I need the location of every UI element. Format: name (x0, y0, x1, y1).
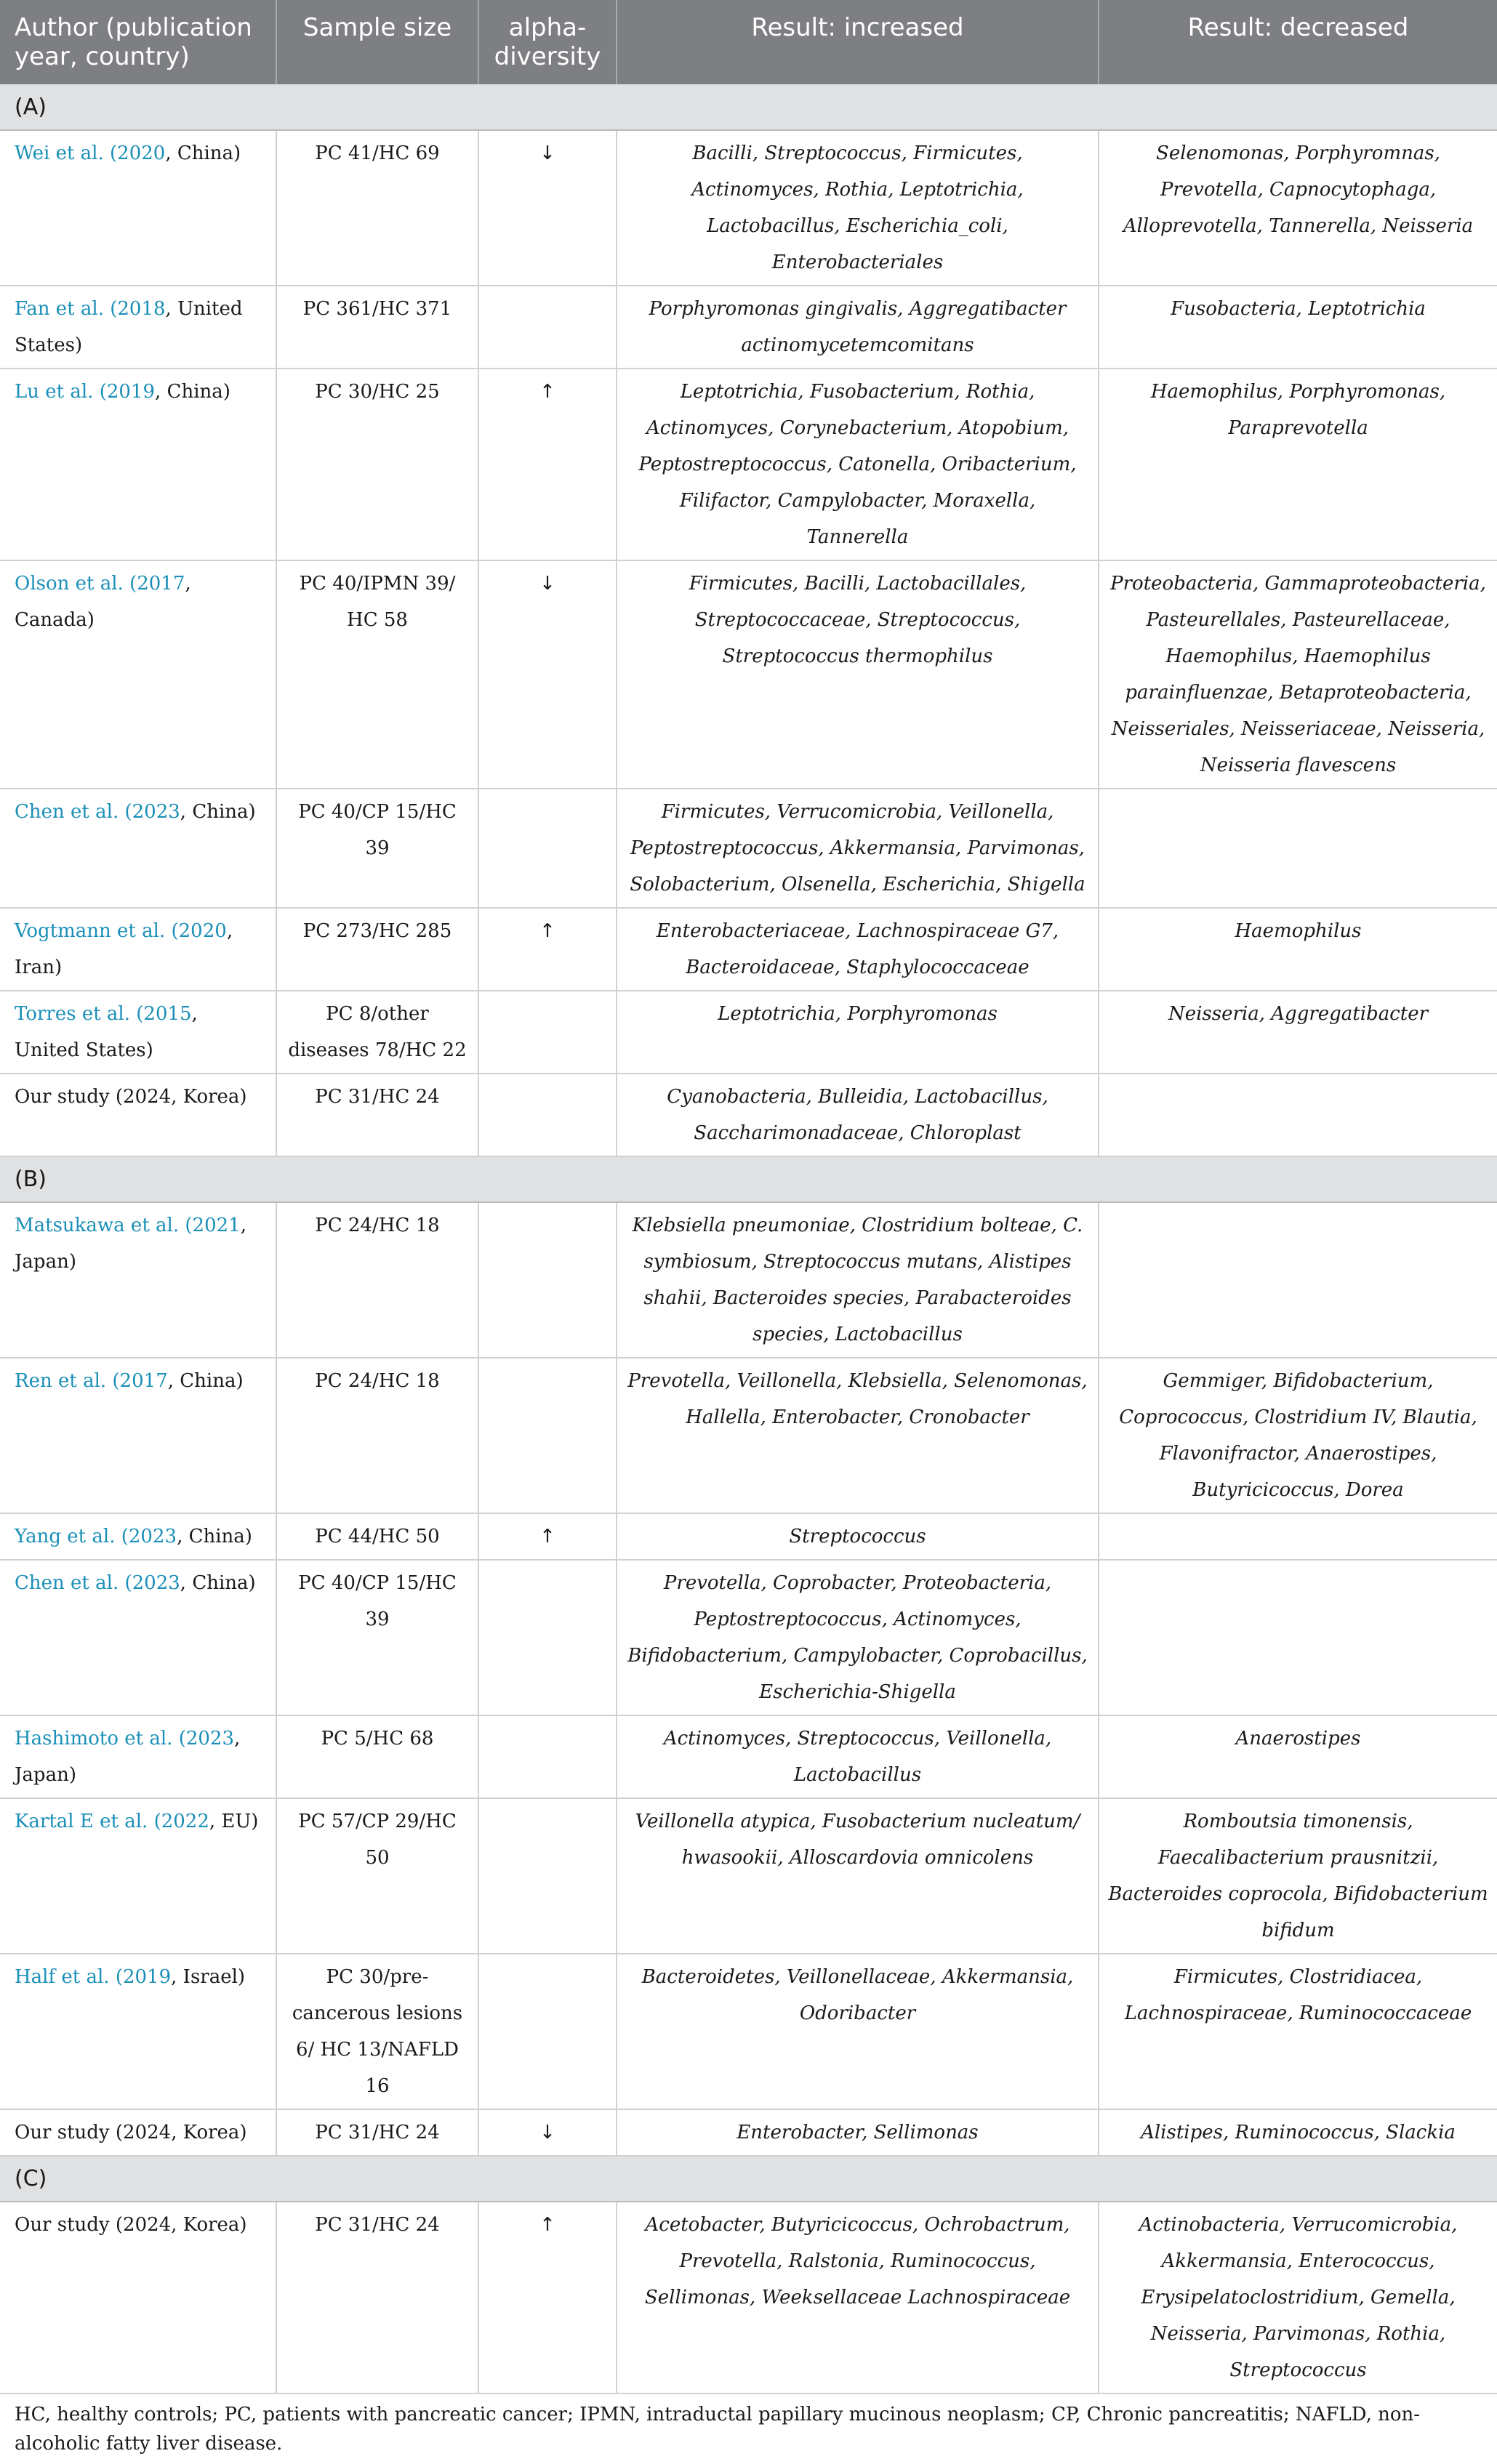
table-row (0, 369, 1497, 560)
alpha-diversity-cell (478, 1358, 617, 1513)
sample-size-cell: PC 44/HC 50 (276, 1513, 478, 1560)
header-sample-size: Sample size (276, 0, 478, 84)
table-row (0, 560, 1497, 789)
author-text: , Japan) (15, 1215, 246, 1273)
increased-cell: Bacilli, Streptococcus, Firmicutes, Actinomyces, Rothia, Leptotrichia, Lactobacillus, Escherichia_coli, Enterobacteriales (617, 130, 1099, 286)
table-row (0, 1358, 1497, 1513)
header-result-decreased: Result: decreased (1099, 0, 1497, 84)
sample-size-cell: PC 361/HC 371 (276, 286, 478, 369)
table-row (0, 1074, 1497, 1156)
author-text: , China) (180, 801, 256, 823)
header-result-increased: Result: increased (617, 0, 1099, 84)
citation-link[interactable]: Wei et al. (2020 (15, 142, 166, 164)
increased-cell: Firmicutes, Bacilli, Lactobacillales, Streptococcaceae, Streptococcus, Streptococcus thermophilus (617, 560, 1099, 789)
table-row (0, 789, 1497, 908)
sample-size-cell: PC 273/HC 285 (276, 908, 478, 991)
citation-link[interactable]: Lu et al. (2019 (15, 381, 156, 403)
increased-cell: Bacteroidetes, Veillonellaceae, Akkermansia, Odoribacter (617, 1954, 1099, 2109)
increased-cell: Leptotrichia, Porphyromonas (617, 991, 1099, 1074)
author-text: Our study (2024, Korea) (15, 1086, 247, 1108)
table-row (0, 1954, 1497, 2109)
alpha-diversity-cell (478, 1560, 617, 1715)
alpha-diversity-cell (478, 286, 617, 369)
citation-link[interactable]: Torres et al. (2015 (15, 1003, 192, 1025)
author-text: Our study (2024, Korea) (15, 2122, 247, 2143)
header-row (0, 0, 1497, 84)
decreased-cell: Neisseria, Aggregatibacter (1099, 991, 1497, 1074)
author-cell (0, 908, 276, 991)
decreased-cell: Haemophilus, Porphyromonas, Paraprevotella (1099, 369, 1497, 560)
author-text: , United States) (15, 1003, 198, 1061)
citation-link[interactable]: Chen et al. (2023 (15, 801, 180, 823)
decreased-cell: Gemmiger, Bifidobacterium, Coprococcus, Clostridium IV, Blautia, Flavonifractor, Anaerostipes, Butyricicoccus, Dorea (1099, 1358, 1497, 1513)
author-cell (0, 2202, 276, 2393)
section-row (0, 84, 1497, 130)
table-row (0, 908, 1497, 991)
sample-size-cell: PC 30/HC 25 (276, 369, 478, 560)
decreased-cell: Firmicutes, Clostridiacea, Lachnospiraceae, Ruminococcaceae (1099, 1954, 1497, 2109)
citation-link[interactable]: Kartal E et al. (2022 (15, 1811, 209, 1832)
table-row (0, 1798, 1497, 1954)
decreased-cell: Selenomonas, Porphyromnas, Prevotella, Capnocytophaga, Alloprevotella, Tannerella, Neisseria (1099, 130, 1497, 286)
decreased-cell (1099, 1513, 1497, 1560)
alpha-diversity-cell: ↑ (478, 369, 617, 560)
author-cell (0, 2109, 276, 2156)
table-row (0, 286, 1497, 369)
increased-cell: Streptococcus (617, 1513, 1099, 1560)
decreased-cell (1099, 789, 1497, 908)
sample-size-cell: PC 40/IPMN 39/ HC 58 (276, 560, 478, 789)
alpha-diversity-cell (478, 991, 617, 1074)
citation-link[interactable]: Ren et al. (2017 (15, 1370, 168, 1392)
alpha-diversity-cell (478, 1202, 617, 1358)
citation-link[interactable]: Fan et al. (2018 (15, 298, 166, 320)
increased-cell: Porphyromonas gingivalis, Aggregatibacter actinomycetemcomitans (617, 286, 1099, 369)
decreased-cell (1099, 1074, 1497, 1156)
sample-size-cell: PC 40/CP 15/HC 39 (276, 1560, 478, 1715)
sample-size-cell: PC 24/HC 18 (276, 1358, 478, 1513)
sample-size-cell: PC 5/HC 68 (276, 1715, 478, 1798)
author-text: Our study (2024, Korea) (15, 2214, 247, 2236)
author-cell (0, 1798, 276, 1954)
author-text: , China) (165, 142, 241, 164)
sample-size-cell: PC 40/CP 15/HC 39 (276, 789, 478, 908)
increased-cell: Cyanobacteria, Bulleidia, Lactobacillus, Saccharimonadaceae, Chloroplast (617, 1074, 1099, 1156)
sample-size-cell: PC 31/HC 24 (276, 2109, 478, 2156)
author-cell (0, 1560, 276, 1715)
section-row (0, 2156, 1497, 2202)
author-cell (0, 369, 276, 560)
citation-link[interactable]: Vogtmann et al. (2020 (15, 920, 227, 942)
increased-cell: Prevotella, Coprobacter, Proteobacteria, Peptostreptococcus, Actinomyces, Bifidobacterium, Campylobacter, Coprobacillus, Escherichia-Shigella (617, 1560, 1099, 1715)
author-cell (0, 286, 276, 369)
sample-size-cell: PC 30/pre-cancerous lesions 6/ HC 13/NAFLD 16 (276, 1954, 478, 2109)
table-row (0, 991, 1497, 1074)
citation-link[interactable]: Half et al. (2019 (15, 1966, 172, 1988)
author-text: , United States) (15, 298, 243, 356)
author-cell (0, 789, 276, 908)
alpha-diversity-cell (478, 789, 617, 908)
increased-cell: Acetobacter, Butyricicoccus, Ochrobactrum, Prevotella, Ralstonia, Ruminococcus, Sellimonas, Weeksellaceae Lachnospiraceae (617, 2202, 1099, 2393)
alpha-diversity-cell: ↑ (478, 908, 617, 991)
author-cell (0, 1715, 276, 1798)
author-cell (0, 130, 276, 286)
decreased-cell: Haemophilus (1099, 908, 1497, 991)
alpha-diversity-cell (478, 1715, 617, 1798)
author-text: , Canada) (15, 573, 191, 631)
increased-cell: Veillonella atypica, Fusobacterium nucleatum/ hwasookii, Alloscardovia omnicolens (617, 1798, 1099, 1954)
increased-cell: Enterobacteriaceae, Lachnospiraceae G7, Bacteroidaceae, Staphylococcaceae (617, 908, 1099, 991)
sample-size-cell: PC 8/other diseases 78/HC 22 (276, 991, 478, 1074)
alpha-diversity-cell: ↓ (478, 560, 617, 789)
sample-size-cell: PC 41/HC 69 (276, 130, 478, 286)
section-label: (A) (0, 84, 1497, 130)
alpha-diversity-cell (478, 1954, 617, 2109)
author-cell (0, 991, 276, 1074)
author-cell (0, 1358, 276, 1513)
sample-size-cell: PC 31/HC 24 (276, 1074, 478, 1156)
table-footnote: HC, healthy controls; PC, patients with pancreatic cancer; IPMN, intraductal papillary mucinous neoplasm; CP, Chronic pancreatitis; NAFLD, non-alcoholic fatty liver disease. (15, 2404, 1421, 2455)
citation-link[interactable]: Chen et al. (2023 (15, 1572, 180, 1594)
alpha-diversity-cell: ↑ (478, 1513, 617, 1560)
alpha-diversity-cell (478, 1074, 617, 1156)
sample-size-cell: PC 57/CP 29/HC 50 (276, 1798, 478, 1954)
sample-size-cell: PC 31/HC 24 (276, 2202, 478, 2393)
author-text: , China) (155, 381, 230, 403)
author-text: , Japan) (15, 1728, 241, 1786)
table-row (0, 1715, 1497, 1798)
decreased-cell: Alistipes, Ruminococcus, Slackia (1099, 2109, 1497, 2156)
citation-link[interactable]: Hashimoto et al. (2023 (15, 1728, 235, 1750)
increased-cell: Enterobacter, Sellimonas (617, 2109, 1099, 2156)
author-text: , Israel) (171, 1966, 246, 1988)
table-row (0, 2109, 1497, 2156)
table-row (0, 2202, 1497, 2393)
table-row (0, 1513, 1497, 1560)
decreased-cell: Anaerostipes (1099, 1715, 1497, 1798)
section-label: (C) (0, 2156, 1497, 2202)
header-alpha-diversity: alpha-diversity (478, 0, 617, 84)
alpha-diversity-cell: ↓ (478, 2109, 617, 2156)
decreased-cell: Proteobacteria, Gammaproteobacteria, Pasteurellales, Pasteurellaceae, Haemophilus, Haemophilus parainfluenzae, Betaproteobacteria, Neisseriales, Neisseriaceae, Neisseria, Neisseria flavescens (1099, 560, 1497, 789)
author-text: , Iran) (15, 920, 233, 978)
author-cell (0, 1202, 276, 1358)
header-author: Author (publication year, country) (0, 0, 276, 84)
citation-link[interactable]: Matsukawa et al. (2021 (15, 1215, 241, 1236)
section-row (0, 1156, 1497, 1202)
citation-link[interactable]: Yang et al. (2023 (15, 1526, 177, 1547)
table-row (0, 130, 1497, 286)
decreased-cell (1099, 1560, 1497, 1715)
alpha-diversity-cell (478, 1798, 617, 1954)
alpha-diversity-cell: ↓ (478, 130, 617, 286)
author-text: , China) (177, 1526, 252, 1547)
increased-cell: Actinomyces, Streptococcus, Veillonella, Lactobacillus (617, 1715, 1099, 1798)
author-text: , China) (167, 1370, 244, 1392)
table-row (0, 1560, 1497, 1715)
decreased-cell: Fusobacteria, Leptotrichia (1099, 286, 1497, 369)
increased-cell: Leptotrichia, Fusobacterium, Rothia, Actinomyces, Corynebacterium, Atopobium, Peptostreptococcus, Catonella, Oribacterium, Filifactor, Campylobacter, Moraxella, Tannerella (617, 369, 1099, 560)
increased-cell: Klebsiella pneumoniae, Clostridium bolteae, C. symbiosum, Streptococcus mutans, Alistipes shahii, Bacteroides species, Parabacteroides species, Lactobacillus (617, 1202, 1099, 1358)
table-row (0, 1202, 1497, 1358)
decreased-cell: Romboutsia timonensis, Faecalibacterium prausnitzii, Bacteroides coprocola, Bifidobacterium bifidum (1099, 1798, 1497, 1954)
section-label: (B) (0, 1156, 1497, 1202)
author-text: , EU) (209, 1811, 259, 1832)
author-cell (0, 1954, 276, 2109)
increased-cell: Prevotella, Veillonella, Klebsiella, Selenomonas, Hallella, Enterobacter, Cronobacter (617, 1358, 1099, 1513)
increased-cell: Firmicutes, Verrucomicrobia, Veillonella, Peptostreptococcus, Akkermansia, Parvimonas, Solobacterium, Olsenella, Escherichia, Shigella (617, 789, 1099, 908)
author-cell (0, 1513, 276, 1560)
citation-link[interactable]: Olson et al. (2017 (15, 573, 185, 595)
decreased-cell: Actinobacteria, Verrucomicrobia, Akkermansia, Enterococcus, Erysipelatoclostridium, Gemella, Neisseria, Parvimonas, Rothia, Streptococcus (1099, 2202, 1497, 2393)
author-cell (0, 560, 276, 789)
decreased-cell (1099, 1202, 1497, 1358)
author-cell (0, 1074, 276, 1156)
author-text: , China) (180, 1572, 256, 1594)
alpha-diversity-cell: ↑ (478, 2202, 617, 2393)
sample-size-cell: PC 24/HC 18 (276, 1202, 478, 1358)
